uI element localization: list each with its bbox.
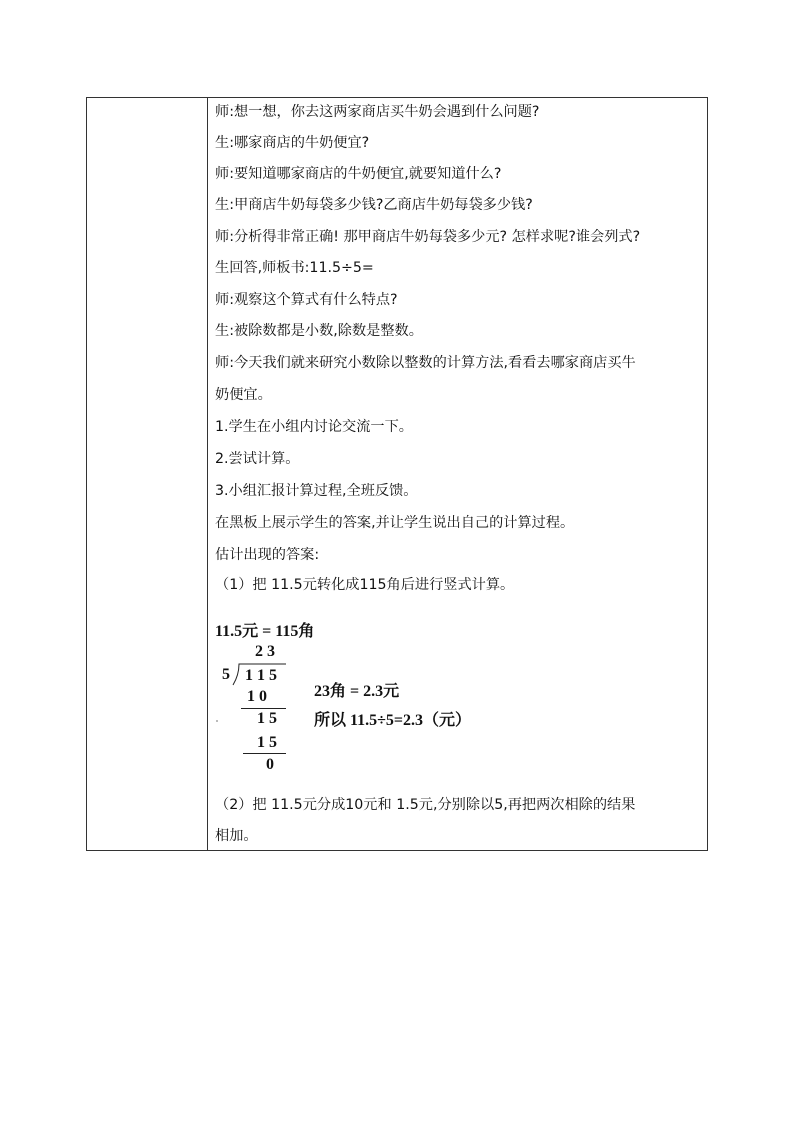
dividend: 1 1 5 bbox=[245, 667, 277, 684]
left-column-cell bbox=[87, 98, 208, 850]
division-line-2 bbox=[243, 753, 286, 754]
dialogue-line-6: 生回答,师板书:11.5÷5= bbox=[215, 260, 374, 276]
step-line-3: 3.小组汇报计算过程,全班反馈。 bbox=[215, 483, 418, 499]
step-line-2: 2.尝试计算。 bbox=[215, 451, 300, 467]
scan-mark bbox=[216, 720, 218, 722]
content-cell bbox=[208, 98, 707, 850]
conversion-text: 11.5元 = 115角 bbox=[215, 623, 315, 640]
method-2-line-2: 相加。 bbox=[215, 828, 258, 844]
step-line-4: 在黑板上展示学生的答案,并让学生说出自己的计算过程。 bbox=[215, 515, 575, 531]
division-line-1 bbox=[241, 708, 286, 709]
subtraction-1: 1 0 bbox=[247, 688, 267, 705]
method-2-line-1: （2）把 11.5元分成10元和 1.5元,分别除以5,再把两次相除的结果 bbox=[215, 797, 636, 813]
result-conversion: 23角 = 2.3元 bbox=[314, 683, 400, 700]
quotient: 2 3 bbox=[255, 643, 275, 660]
result-equation: 所以 11.5÷5=2.3（元） bbox=[314, 712, 472, 729]
dialogue-line-10: 奶便宜。 bbox=[215, 387, 272, 403]
partial-dividend: 1 5 bbox=[257, 710, 277, 727]
subtraction-2: 1 5 bbox=[257, 734, 277, 751]
divisor: 5 bbox=[222, 666, 230, 683]
lesson-table bbox=[86, 97, 708, 851]
remainder: 0 bbox=[266, 756, 274, 773]
method-1-line: （1）把 11.5元转化成115角后进行竖式计算。 bbox=[215, 577, 515, 593]
step-line-5: 估计出现的答案: bbox=[215, 547, 320, 563]
dialogue-line-2: 生:哪家商店的牛奶便宜? bbox=[215, 135, 370, 151]
dialogue-line-1: 师:想一想，你去这两家商店买牛奶会遇到什么问题? bbox=[215, 104, 540, 120]
step-line-1: 1.学生在小组内讨论交流一下。 bbox=[215, 419, 413, 435]
dialogue-line-7: 师:观察这个算式有什么特点? bbox=[215, 292, 398, 308]
dialogue-line-5: 师:分析得非常正确! 那甲商店牛奶每袋多少元? 怎样求呢?谁会列式? bbox=[215, 229, 641, 245]
dialogue-line-8: 生:被除数都是小数,除数是整数。 bbox=[215, 323, 423, 339]
dialogue-line-4: 生:甲商店牛奶每袋多少钱?乙商店牛奶每袋多少钱? bbox=[215, 197, 533, 213]
dialogue-line-9: 师:今天我们就来研究小数除以整数的计算方法,看看去哪家商店买牛 bbox=[215, 355, 636, 371]
dialogue-line-3: 师:要知道哪家商店的牛奶便宜,就要知道什么? bbox=[215, 166, 502, 182]
